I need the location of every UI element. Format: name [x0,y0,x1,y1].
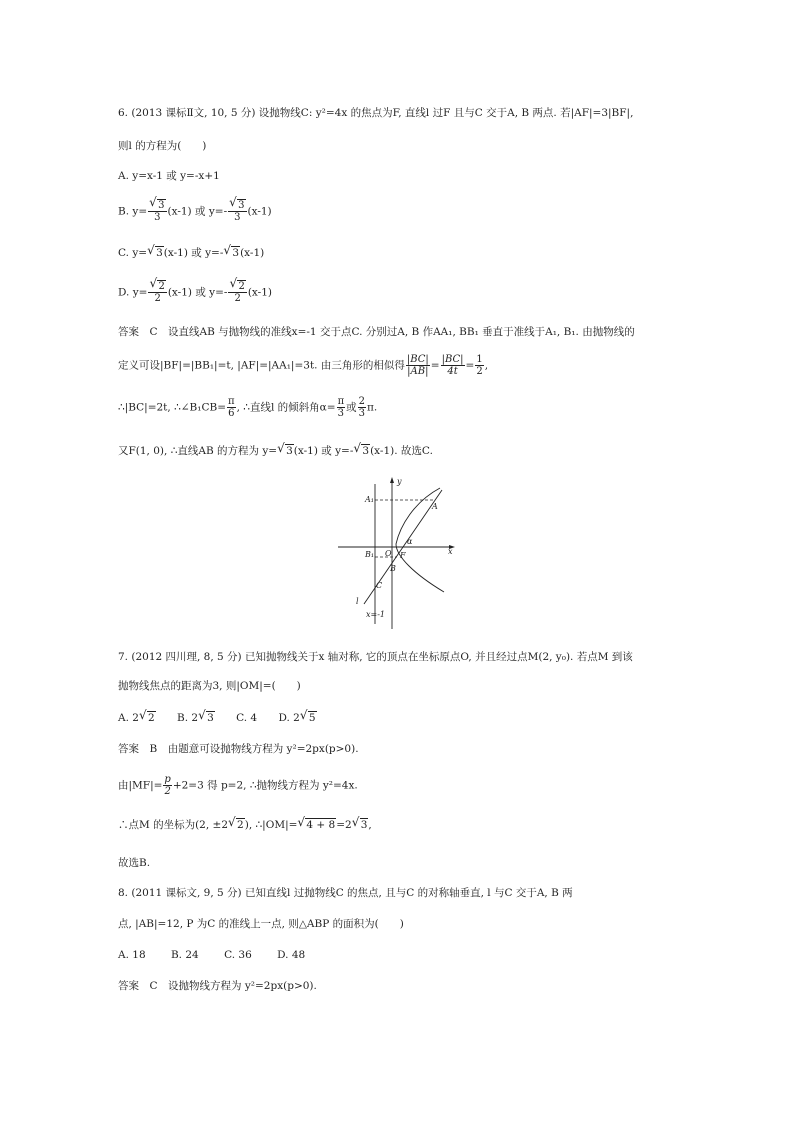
q6-answer-line1: 答案 C 设直线AB 与抛物线的准线x=-1 交于点C. 分别过A, B 作AA₁, BB₁ 垂直于准线于A₁, B₁. 由抛物线的 [118,326,635,338]
q8-option-b: B. 24 [170,949,199,961]
q8-stem-line2: 点, |AB|=12, P 为C 的准线上一点, 则△ABP 的面积为( ) [118,918,404,930]
label-l: l [356,597,359,606]
q7-option-b: B. 2√ 3 [177,712,215,724]
q6-stem-line1: 6. (2013 课标Ⅱ文, 10, 5 分) 设抛物线C: y²=4x 的焦点为F, 直线l 过F 且与C 交于A, B 两点. 若|AF|=3|BF|, [118,107,634,119]
label-x: x [448,547,453,556]
label-y: y [397,477,402,486]
q7-stem-line2: 抛物线焦点的距离为3, 则|OM|=( ) [118,680,301,692]
q7-options [118,711,317,725]
q6-option-d: D. y= √ $\frac{2}{2}$ (x-1) 或 y=- √ $\frac{2}{2}$ (x-1) [118,281,272,304]
q6-stem-line2: 则l 的方程为( ) [118,140,207,152]
label-a: A [432,502,438,511]
q6-answer-line4: 又F(1, 0), ∴直线AB 的方程为 y=√ 3(x-1) 或 y=-√ 3(x-1). 故选C. [118,444,433,458]
q6-option-a: A. y=x-1 或 y=-x+1 [118,170,220,182]
q8-options [118,948,305,962]
q6-answer-line2: 定义可设|BF|=|BB₁|=t, |AF|=|AA₁|=3t. 由三角形的相似得 $\frac{|BC|}{|AB|}$ = $\frac{|BC|}{4t}$ = $\frac{1}{2}$ , [118,354,489,377]
q8-answer-line1: 答案 C 设抛物线方程为 y²=2px(p>0). [118,980,317,992]
q6-option-c: C. y=√ 3(x-1) 或 y=-√ 3(x-1) [118,246,264,260]
label-o: O [385,549,392,558]
q7-option-c: C. 4 [236,712,258,724]
q8-option-d: D. 48 [277,949,306,961]
label-directrix: x=-1 [366,610,386,619]
q8-option-a: A. 18 [118,949,146,961]
q7-answer-line2: 由|MF|= $\frac{p}{2}$ +2=3 得 p=2, ∴抛物线方程为 y²=4x. [118,774,358,797]
parabola-figure [334,474,462,630]
q7-option-a: A. 2√ 2 [118,712,156,724]
q6-option-b: B. y= √ $\frac{3}{3}$ (x-1) 或 y=- √ $\frac{3}{3}$ (x-1) [118,200,272,223]
label-alpha: α [407,537,413,546]
label-c: C [376,581,383,590]
label-b1: B₁ [365,550,375,559]
q8-stem-line1: 8. (2011 课标文, 9, 5 分) 已知直线l 过抛物线C 的焦点, 且与C 的对称轴垂直, l 与C 交于A, B 两 [118,887,573,899]
q7-answer-line4: 故选B. [118,857,151,869]
label-a1: A₁ [365,495,374,504]
label-b: B [390,564,396,573]
label-f: F [400,551,406,560]
q6-answer-line3: ∴|BC|=2t, ∴∠B₁CB= $\frac{\pi}{6}$ , ∴直线l 的倾斜角α= $\frac{\pi}{3}$ 或 $\frac{2}{3}$ π. [118,396,378,419]
q7-answer-line3: ∴点M 的坐标为(2, ±2√ 2), ∴|OM|=√ 4 + 8=2√ 3, [118,818,372,832]
y-axis-arrow [390,477,394,483]
q8-option-c: C. 36 [224,949,252,961]
q7-stem-line1: 7. (2012 四川理, 8, 5 分) 已知抛物线关于x 轴对称, 它的顶点在坐标原点O, 并且经过点M(2, y₀). 若点M 到该 [118,651,633,663]
q7-answer-line1: 答案 B 由题意可设抛物线方程为 y²=2px(p>0). [118,743,359,755]
q7-option-d: D. 2√ 5 [278,712,316,724]
